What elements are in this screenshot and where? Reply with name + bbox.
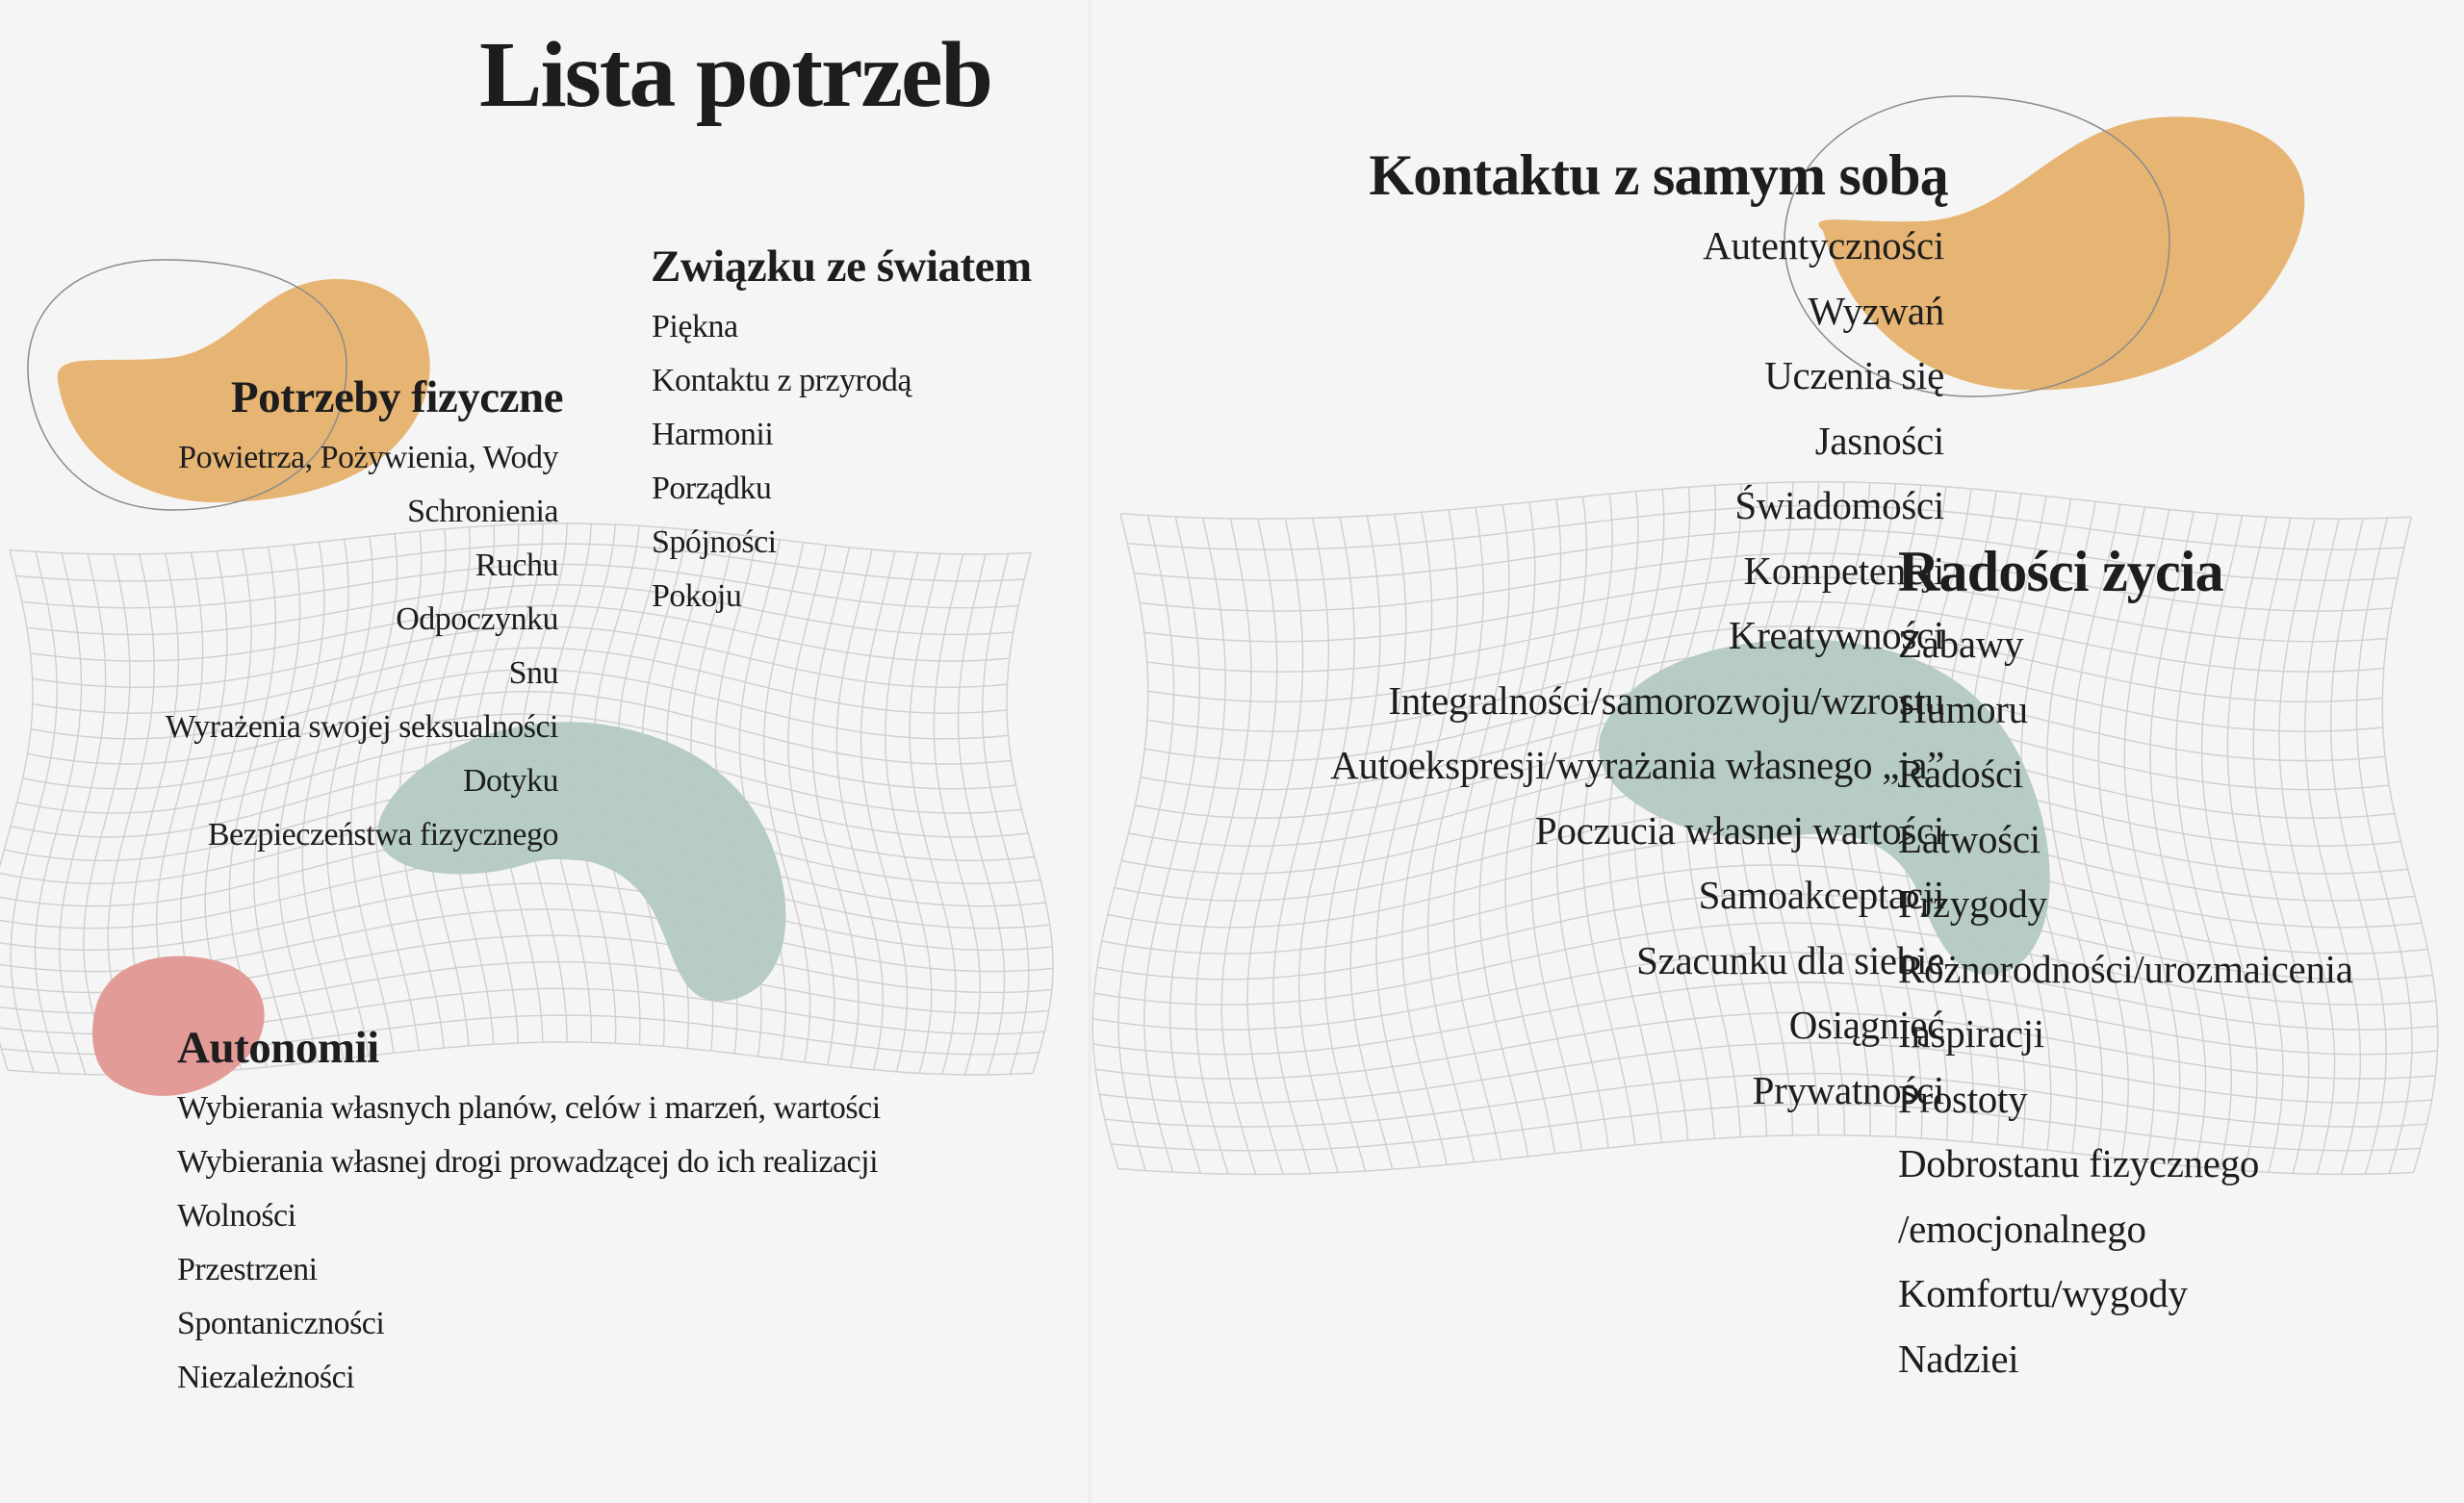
heading-physical-needs: Potrzeby fizyczne — [230, 372, 563, 422]
list-item: Spójności — [652, 524, 777, 560]
list-item: Przygody — [1898, 881, 2047, 926]
page-title: Lista potrzeb — [479, 23, 991, 127]
list-item: Uczenia się — [1764, 353, 1944, 397]
heading-world-connection: Związku ze światem — [651, 242, 1032, 292]
list-item: Pokoju — [652, 578, 742, 614]
list-item: /emocjonalnego — [1898, 1206, 2146, 1251]
heading-joy-of-life: Radości życia — [1898, 540, 2223, 603]
list-item: Nadziei — [1898, 1336, 2019, 1381]
list-item: Porządku — [652, 471, 772, 506]
list-self-contact — [1330, 214, 1944, 1123]
list-item: Samoakceptacji — [1698, 873, 1944, 917]
list-item: Różnorodności/urozmaicenia — [1898, 946, 2353, 991]
list-item: Łatwości — [1898, 816, 2040, 861]
list-item: Schronienia — [407, 494, 558, 529]
list-item: Odpoczynku — [396, 601, 558, 637]
list-item: Autentyczności — [1703, 223, 1944, 267]
list-item: Inspiracji — [1898, 1011, 2044, 1056]
heading-autonomy: Autonomii — [177, 1023, 379, 1073]
list-item: Spontaniczności — [177, 1306, 385, 1341]
list-autonomy — [177, 1082, 881, 1405]
list-item: Prywatności — [1752, 1067, 1944, 1112]
list-item: Przestrzeni — [177, 1252, 318, 1287]
list-item: Harmonii — [652, 417, 774, 452]
list-item: Zabawy — [1898, 622, 2024, 666]
list-item: Dobrostanu fizycznego — [1898, 1141, 2260, 1185]
list-item: Powietrza, Pożywienia, Wody — [178, 440, 558, 475]
list-item: Niezależności — [177, 1360, 355, 1395]
left-page — [0, 0, 1088, 1503]
list-item: Radości — [1898, 752, 2023, 796]
list-item: Poczucia własnej wartości — [1534, 807, 1944, 853]
right-page — [1091, 0, 2464, 1503]
list-joy-of-life — [1898, 612, 2353, 1391]
list-world-connection — [652, 300, 911, 624]
list-item: Kompetencji — [1743, 548, 1944, 593]
list-item: Snu — [508, 655, 558, 691]
list-item: Autoekspresji/wyrażania własnego „ja” — [1330, 743, 1944, 787]
list-item: Kreatywności — [1728, 613, 1944, 657]
heading-self-contact: Kontaktu z samym sobą — [1369, 143, 1948, 207]
list-item: Jasności — [1814, 418, 1944, 463]
list-item: Wybierania własnych planów, celów i marzeń, wartości — [177, 1090, 881, 1126]
list-item: Świadomości — [1734, 483, 1944, 527]
list-item: Prostoty — [1898, 1076, 2028, 1121]
list-item: Komfortu/wygody — [1898, 1271, 2188, 1315]
list-item: Integralności/samorozwoju/wzrostu — [1388, 677, 1944, 723]
list-item: Ruchu — [475, 548, 558, 583]
list-item: Wyzwań — [1808, 288, 1944, 333]
list-item: Wolności — [177, 1198, 296, 1234]
list-physical-needs — [166, 431, 558, 862]
list-item: Wyrażenia swojej seksualności — [165, 709, 558, 745]
list-item: Wybierania własnej drogi prowadzącej do ich realizacji — [177, 1144, 879, 1180]
list-item: Kontaktu z przyrodą — [652, 363, 911, 398]
list-item: Osiągnięć — [1788, 1003, 1944, 1047]
list-item: Bezpieczeństwa fizycznego — [207, 817, 558, 853]
list-item: Szacunku dla siebie — [1636, 937, 1944, 982]
list-item: Dotyku — [463, 763, 558, 799]
list-item: Piękna — [652, 309, 738, 344]
list-item: Humoru — [1898, 686, 2028, 731]
